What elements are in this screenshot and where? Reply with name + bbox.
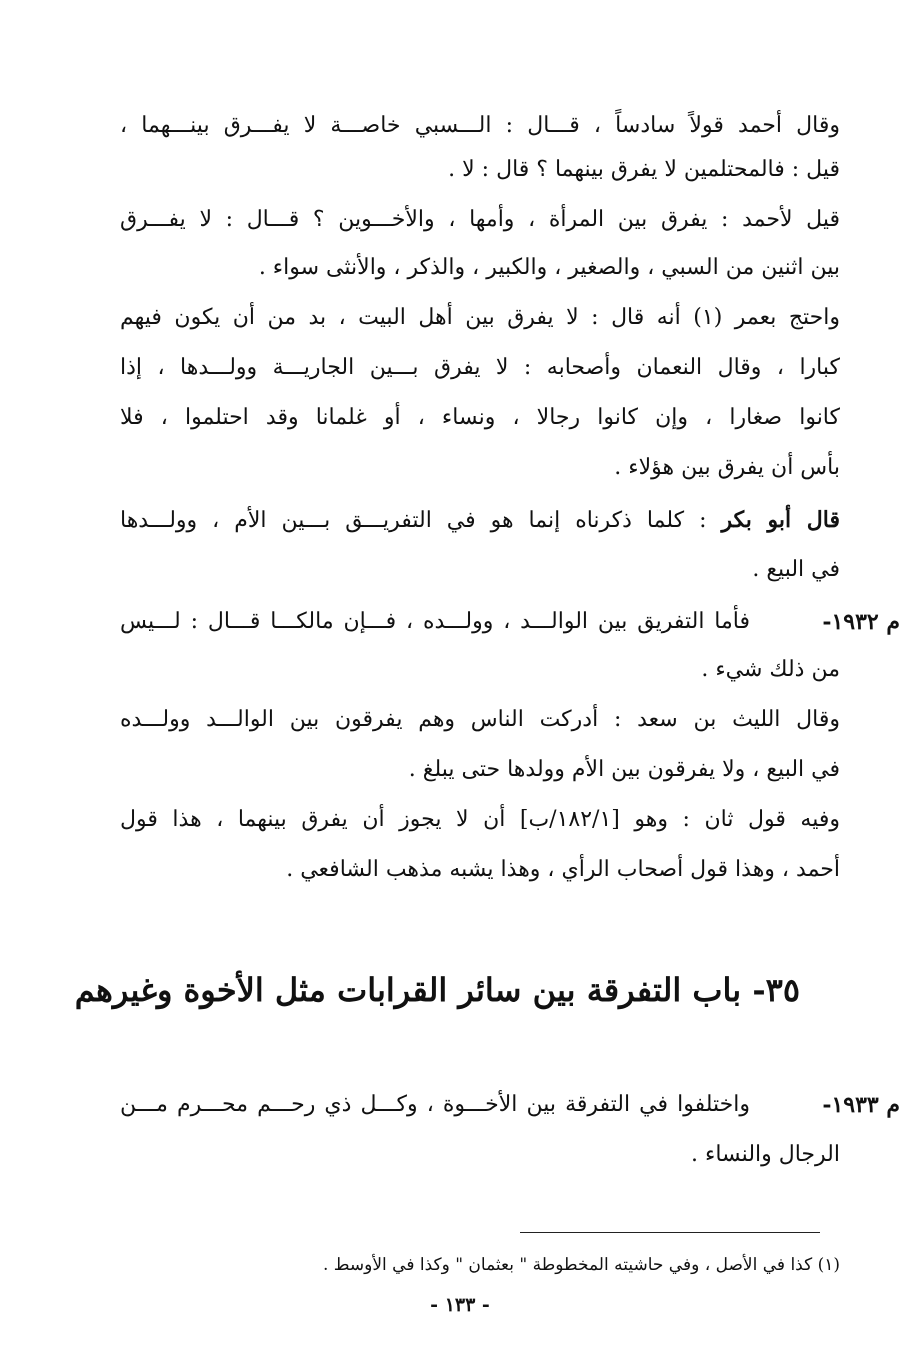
body-line: في البيع ، ولا يفرقون بين الأم وولدها حتى يبلغ .: [408, 757, 840, 782]
body-line: من ذلك شيء .: [701, 657, 840, 682]
masala-number: م ١٩٣٢-: [822, 609, 900, 635]
body-line: في البيع .: [752, 557, 840, 582]
footnote-divider: [520, 1232, 820, 1233]
body-line: قيل لأحمد : يفرق بين المرأة ، وأمها ، والأخـــوين ؟ قـــال : لا يفـــرق: [120, 207, 840, 232]
body-line: [120, 500, 840, 540]
body-line: وفيه قول ثان : وهو [١٨٢/١/ب] أن لا يجوز أن يفرق بينهما ، هذا قول: [120, 807, 840, 832]
body-line: واحتج بعمر (١) أنه قال : لا يفرق بين أهل البيت ، بد من أن يكون فيهم: [120, 305, 841, 330]
body-line: واختلفوا في التفرقة بين الأخـــوة ، وكـــل ذي رحـــم محـــرم مـــن: [120, 1092, 750, 1117]
body-text: : كلما ذكرناه إنما هو في التفريـــق بـــين الأم ، وولـــدها: [120, 508, 722, 533]
body-line: كانوا صغارا ، وإن كانوا رجالا ، ونساء ، أو غلمانا وقد احتلموا ، فلا: [120, 405, 840, 430]
chapter-heading: ٣٥- باب التفرقة بين سائر القرابات مثل الأخوة وغيرهم: [74, 971, 800, 1009]
footnote: (١) كذا في الأصل ، وفي حاشيته المخطوطة " بعثمان " وكذا في الأوسط .: [322, 1255, 840, 1275]
body-line: أحمد ، وهذا قول أصحاب الرأي ، وهذا يشبه مذهب الشافعي .: [286, 857, 840, 882]
page-number: - ١٣٣ -: [430, 1294, 490, 1316]
body-line: قيل : فالمحتلمين لا يفرق بينهما ؟ قال : لا .: [448, 157, 840, 182]
speaker-label: قال أبو بكر: [721, 507, 840, 533]
body-line: الرجال والنساء .: [691, 1142, 840, 1167]
body-line: كبارا ، وقال النعمان وأصحابه : لا يفرق بـــين الجاريـــة وولـــدها ، إذا: [120, 355, 840, 380]
body-line: وقال الليث بن سعد : أدركت الناس وهم يفرقون بين الوالـــد وولـــده: [120, 707, 840, 732]
masala-number: م ١٩٣٣-: [822, 1092, 900, 1118]
body-line: فأما التفريق بين الوالـــد ، وولـــده ، فـــإن مالكـــا قـــال : لـــيس: [120, 609, 750, 634]
body-line: وقال أحمد قولاً سادساً ، قـــال : الـــسبي خاصـــة لا يفـــرق بينـــهما ،: [120, 113, 840, 138]
body-line: بين اثنين من السبي ، والصغير ، والكبير ، والذكر ، والأنثى سواء .: [258, 255, 840, 280]
body-line: بأس أن يفرق بين هؤلاء .: [614, 455, 840, 480]
